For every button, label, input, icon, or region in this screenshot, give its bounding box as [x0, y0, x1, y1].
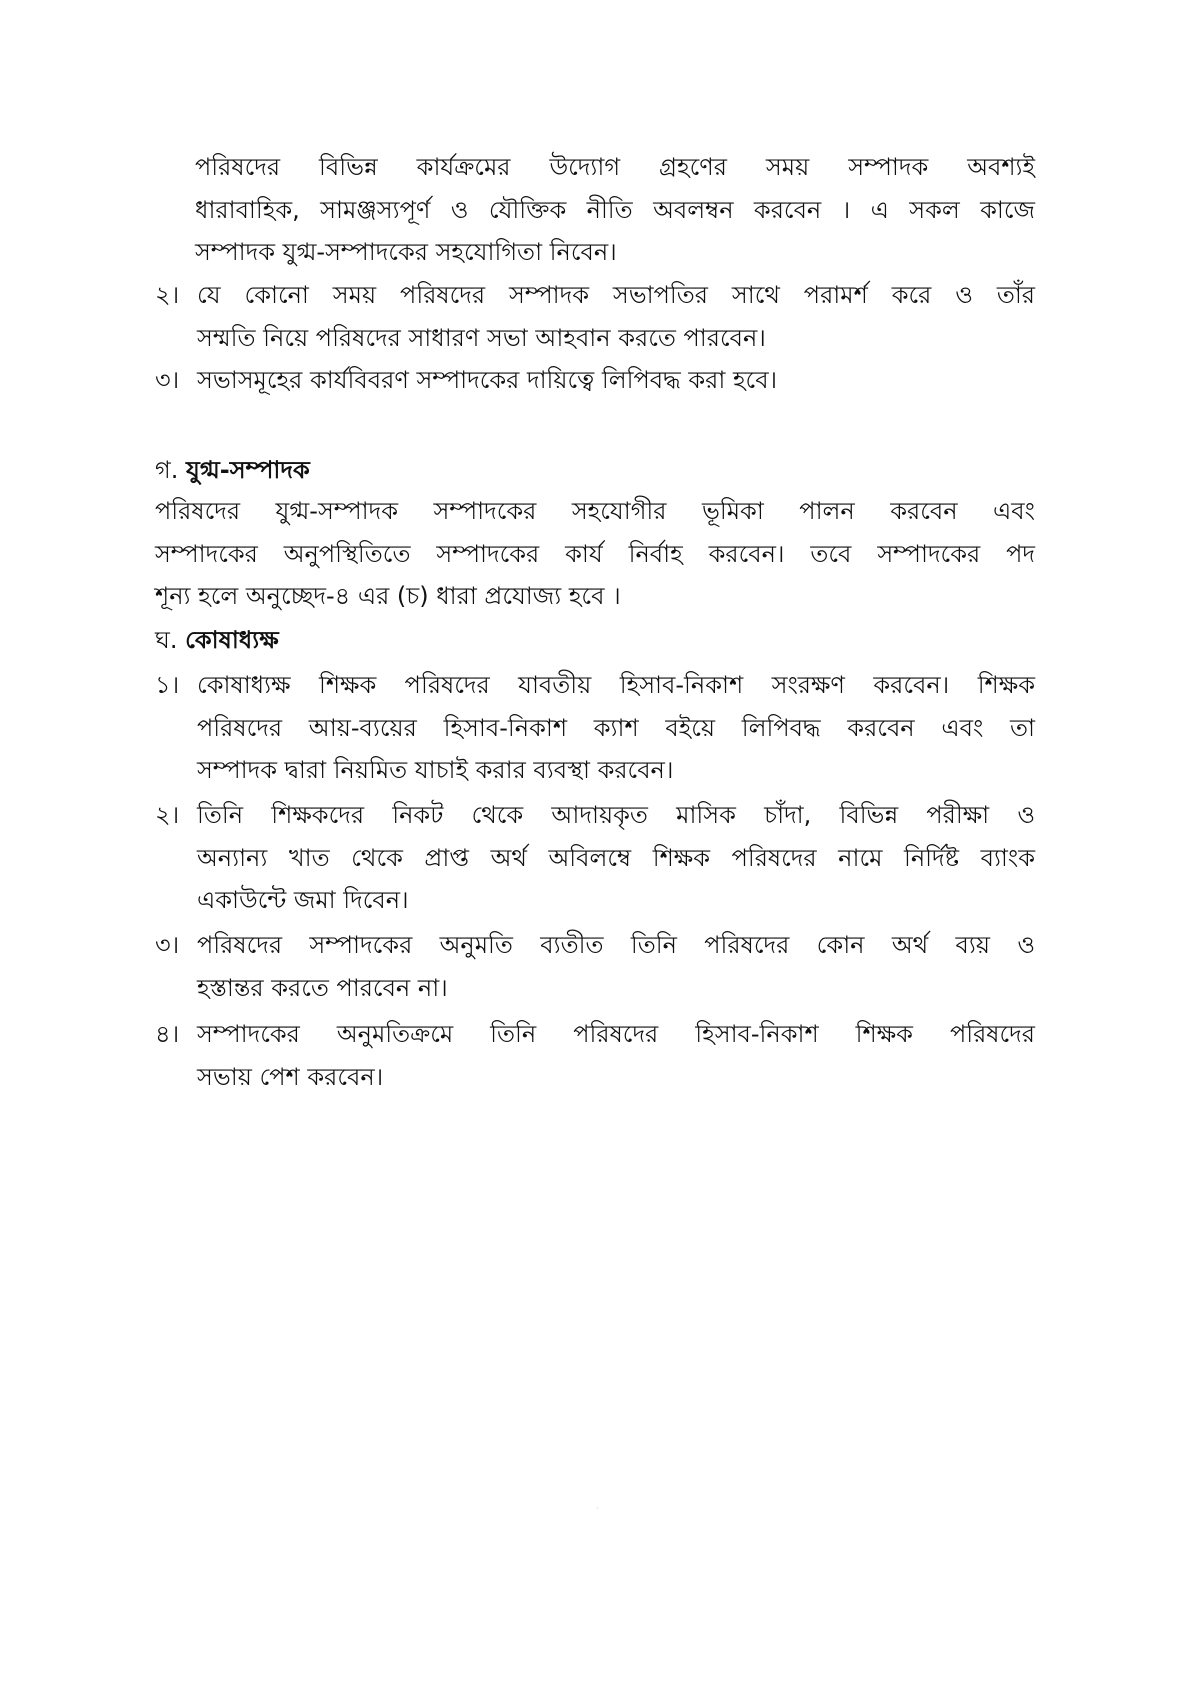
paragraph-line: পরিষদের যুগ্ম-সম্পাদক সম্পাদকের সহযোগীর ভূমিকা পালন করবেন এবং — [155, 497, 1035, 525]
list-number: ১। — [155, 671, 180, 699]
list-item-line: সম্মতি নিয়ে পরিষদের সাধারণ সভা আহবান করতে পারবেন। — [197, 323, 766, 352]
list-item-line: সভায় পেশ করবেন। — [197, 1062, 384, 1091]
paragraph-line: শূন্য হলে অনুচ্ছেদ-৪ এর (চ) ধারা প্রযোজ্য হবে । — [155, 582, 621, 610]
list-item-line: যে কোনো সময় পরিষদের সম্পাদক সভাপতির সাথে পরামর্শ করে ও তাঁর — [197, 281, 1035, 309]
list-item-line: সভাসমূহের কার্যবিবরণ সম্পাদকের দায়িত্বে লিপিবদ্ধ করা হবে। — [197, 366, 778, 394]
paragraph-line: পরিষদের বিভিন্ন কার্যক্রমের উদ্যোগ গ্রহণের সময় সম্পাদক অবশ্যই — [195, 153, 1035, 181]
section-title: যুগ্ম-সম্পাদক — [186, 456, 310, 484]
list-item-line: কোষাধ্যক্ষ শিক্ষক পরিষদের যাবতীয় হিসাব-নিকাশ সংরক্ষণ করবেন। শিক্ষক — [197, 671, 1035, 699]
list-number: ২। — [155, 281, 180, 309]
list-item-line: পরিষদের সম্পাদকের অনুমতি ব্যতীত তিনি পরিষদের কোন অর্থ ব্যয় ও — [197, 931, 1035, 959]
paragraph-line: ধারাবাহিক, সামঞ্জস্যপূর্ণ ও যৌক্তিক নীতি অবলম্বন করবেন । এ সকল কাজে — [195, 195, 1035, 224]
section-title: কোষাধ্যক্ষ — [185, 626, 279, 654]
paragraph-line: সম্পাদক যুগ্ম-সম্পাদকের সহযোগিতা নিবেন। — [195, 238, 617, 266]
section-prefix: ঘ. — [155, 626, 178, 654]
list-number: ২। — [155, 801, 180, 829]
list-item-line: সম্পাদক দ্বারা নিয়মিত যাচাই করার ব্যবস্থা করবেন। — [197, 756, 674, 784]
scan-mark: · — [596, 1504, 599, 1513]
paragraph-line: সম্পাদকের অনুপস্থিতিতে সম্পাদকের কার্য নির্বাহ করবেন। তবে সম্পাদকের পদ — [155, 539, 1035, 568]
list-item-line: পরিষদের আয়-ব্যয়ের হিসাব-নিকাশ ক্যাশ বইয়ে লিপিবদ্ধ করবেন এবং তা — [197, 713, 1035, 742]
list-item-line: হস্তান্তর করতে পারবেন না। — [197, 973, 448, 1002]
list-number: ৩। — [155, 366, 180, 394]
list-item-line: তিনি শিক্ষকদের নিকট থেকে আদায়কৃত মাসিক চাঁদা, বিভিন্ন পরীক্ষা ও — [197, 801, 1035, 829]
list-number: ৪। — [155, 1020, 180, 1048]
list-item-line: সম্পাদকের অনুমতিক্রমে তিনি পরিষদের হিসাব-নিকাশ শিক্ষক পরিষদের — [197, 1020, 1035, 1048]
list-item-line: অন্যান্য খাত থেকে প্রাপ্ত অর্থ অবিলম্বে শিক্ষক পরিষদের নামে নির্দিষ্ট ব্যাংক — [197, 843, 1035, 872]
section-heading-gha — [155, 620, 279, 660]
list-number: ৩। — [155, 931, 180, 959]
section-heading-ga — [155, 450, 310, 490]
list-item-line: একাউন্টে জমা দিবেন। — [197, 886, 409, 914]
section-prefix: গ. — [155, 456, 179, 484]
